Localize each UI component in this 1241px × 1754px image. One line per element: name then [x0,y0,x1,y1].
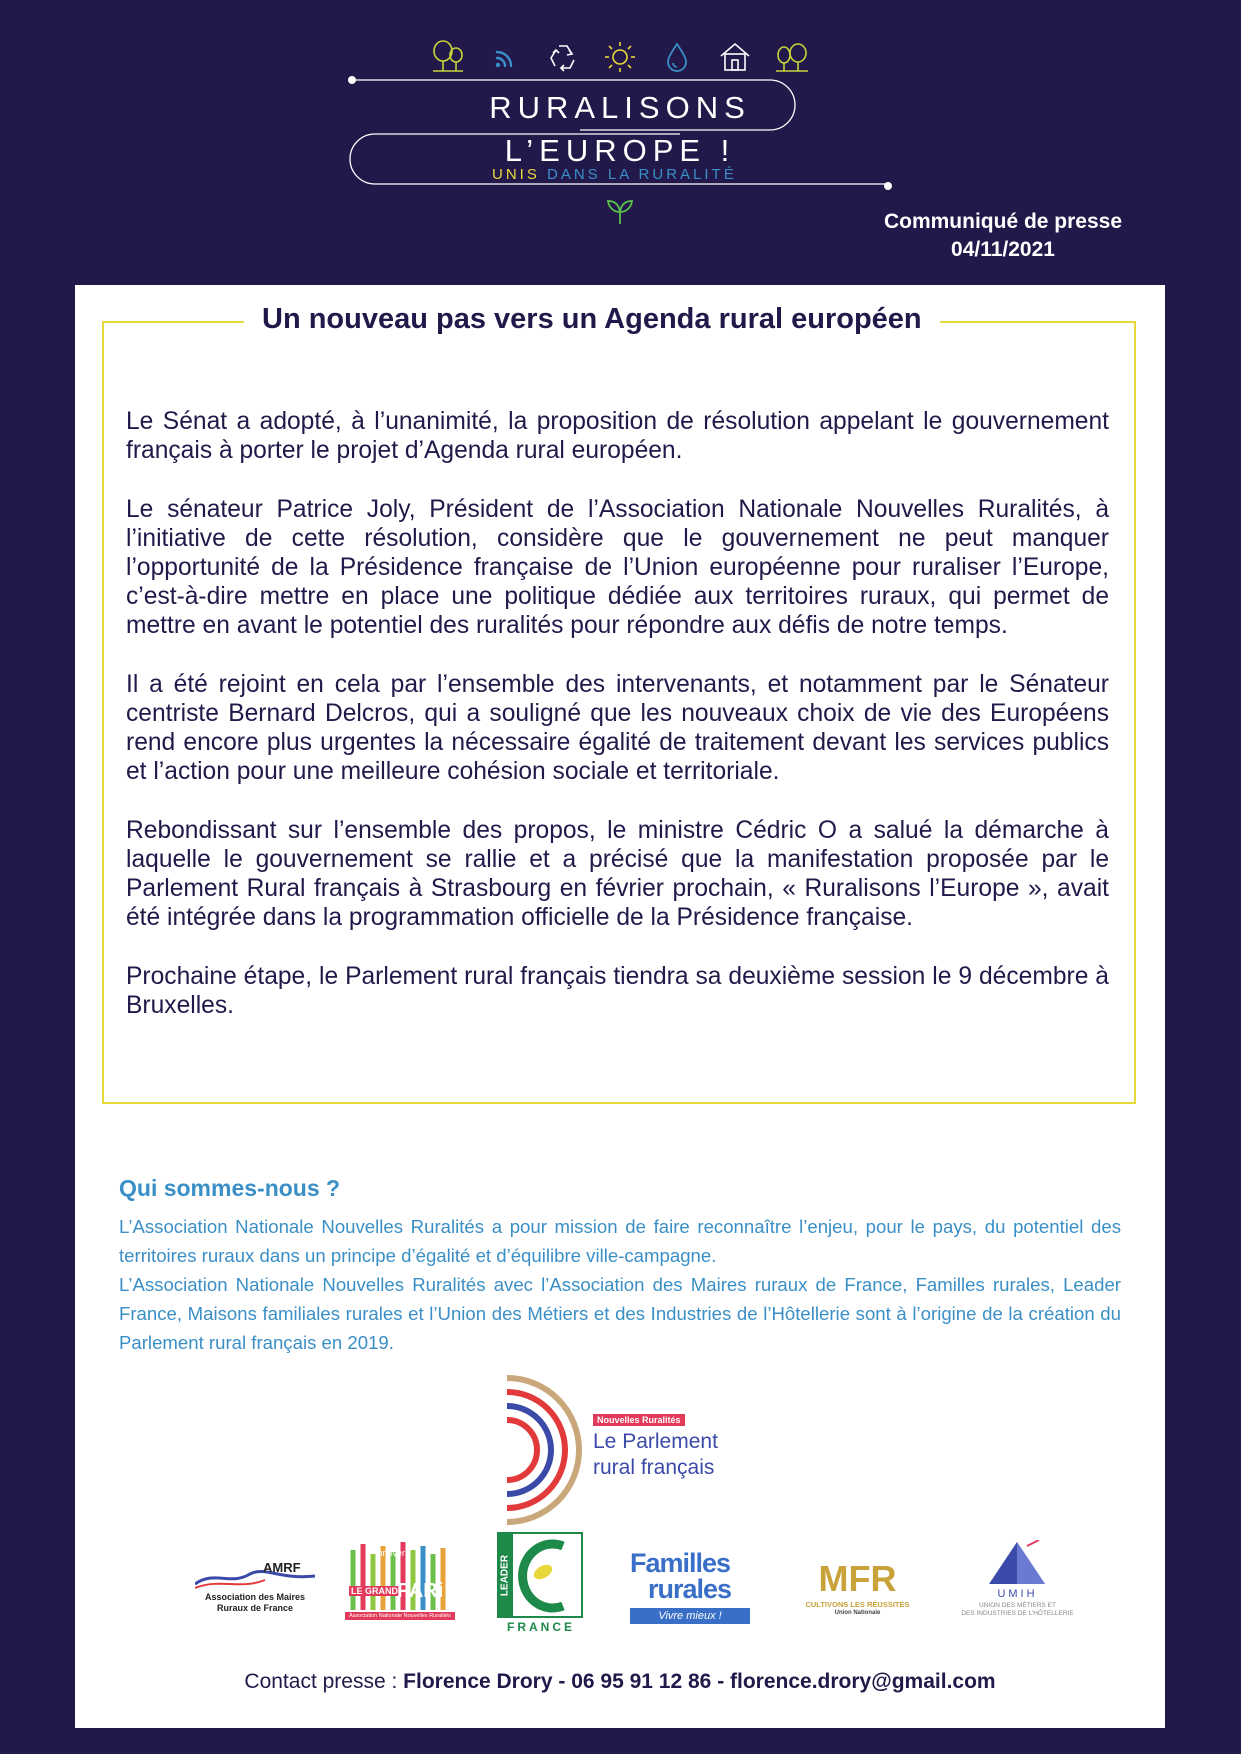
mfr-abbr: MFR [818,1558,897,1599]
mfr-logo [795,1558,920,1618]
umih-logo [955,1540,1080,1630]
grand-pari-word2: PARi [397,1580,444,1602]
logo-subtitle [492,166,737,183]
signal-icon [487,38,523,74]
contact-email[interactable]: florence.drory@gmail.com [730,1670,996,1693]
contact-separator: - [711,1670,731,1693]
trees-icon [430,38,466,74]
article-title: Un nouveau pas vers un Agenda rural européen [244,303,940,336]
logo-sub-ruralite: DANS LA RURALITÉ [547,166,737,183]
mfr-line2: Union Nationale [834,1610,881,1616]
article-body [126,407,1109,1049]
house-icon [717,38,753,74]
grand-pari-top: Innover [375,1548,406,1558]
familles-line1: Familles [630,1548,731,1578]
parlement-rural-logo [495,1370,755,1530]
amrf-line2: Ruraux de France [216,1603,294,1613]
grand-pari-word1: LE GRAND [351,1586,398,1596]
contact-separator: - [552,1670,572,1693]
leader-france-logo [495,1530,587,1635]
article-paragraph: Le Sénat a adopté, à l’unanimité, la proposition de résolution appelant le gouvernement français à porter le projet d’Agenda rural européen. [126,408,1109,465]
amrf-abbr: AMRF [263,1560,301,1575]
parlement-arcs-icon [495,1370,605,1530]
water-drop-icon [659,38,695,74]
recycle-icon [545,38,581,74]
umih-abbr: UMIH [997,1588,1038,1600]
theme-icons [430,38,810,74]
parlement-badge: Nouvelles Ruralités [593,1414,685,1426]
umih-line2: DES INDUSTRIES DE L’HÔTELLERIE [961,1610,1074,1617]
leader-vertical-text: LEADER [499,1554,511,1597]
grand-pari-logo [345,1540,455,1625]
mfr-line1: CULTIVONS LES RÉUSSITES [805,1600,910,1609]
content-card [75,285,1165,1728]
contact-label: Contact presse : [244,1670,398,1693]
article-paragraph: Il a été rejoint en cela par l’ensemble des intervenants, et notamment par le Sénateur centriste Bernard Delcros, qui a souligné que les nouveaux choix de vie des Européens rend encore plus urgentes la nécessaire égalité de traitement devant les services publics et l’action pour une meilleure cohésion sociale et territoriale. [126,670,1109,786]
sun-icon [602,38,638,74]
sprout-icon [602,196,638,226]
logo-line2: L’EUROPE ! [504,133,736,168]
leader-bottom-text: FRANCE [507,1620,575,1634]
press-label: Communiqué de presse [883,210,1123,233]
parlement-line1: Le Parlement [593,1430,718,1453]
amrf-logo [195,1560,315,1620]
logo-sub-unis: UNIS [492,166,540,183]
trees-icon [774,38,810,74]
logo-line1: RURALISONS [489,90,751,125]
leader-c-icon [513,1536,583,1616]
grand-pari-sub: Association Nationale Nouvelles Ruralités [345,1612,455,1620]
article-paragraph: Prochaine étape, le Parlement rural français tiendra sa deuxième session le 9 décembre à Bruxelles. [126,962,1109,1019]
article-paragraph: Le sénateur Patrice Joly, Président de l’Association Nationale Nouvelles Ruralités, à l’initiative de cette résolution, considère que le gouvernement ne peut manquer l’opportunité de la Présidence française de l’Union européenne pour ruraliser l’Europe, c’est-à-dire mettre en place une politique dédiée aux territoires ruraux, qui permet de mettre en avant le potentiel des ruralités pour répondre aux défis de notre temps. [126,495,1109,640]
amrf-line1: Association des Maires [204,1592,306,1602]
about-paragraph: L’Association Nationale Nouvelles Ruralités a pour mission de faire reconnaître l’enjeu, pour le pays, du potentiel des territoires ruraux dans un principe d’égalité et d’équilibre ville-campagne. [119,1216,1121,1266]
partner-logos [195,1530,1075,1640]
umih-pyramid-icon [987,1540,1047,1586]
about-paragraph: L’Association Nationale Nouvelles Ruralités avec l’Association des Maires ruraux de France, Familles rurales, Leader France, Maisons familiales rurales et l’Union des Métiers et des Industries de l’Hôtellerie sont à l’origine de la création du Parlement rural français en 2019. [119,1274,1121,1353]
about-text [119,1212,1121,1357]
contact-name: Florence Drory [403,1670,553,1693]
familles-rurales-logo [630,1548,755,1628]
contact-phone[interactable]: 06 95 91 12 86 [571,1670,712,1693]
press-contact [75,1670,1165,1694]
press-date: 04/11/2021 [951,238,1055,261]
familles-line2: rurales [648,1574,732,1604]
parlement-line2: rural français [593,1456,715,1479]
umih-line1: UNION DES MÉTIERS ET [979,1602,1056,1609]
familles-tag: Vivre mieux ! [630,1608,750,1624]
header [0,0,1241,285]
press-release-info [853,208,1153,264]
article-paragraph: Rebondissant sur l’ensemble des propos, le ministre Cédric O a salué la démarche à laquelle le gouvernement se rallie et a précisé que la manifestation proposée par le Parlement Rural français à Strasbourg en février prochain, « Ruralisons l’Europe », avait été intégrée dans la programmation officielle de la Présidence française. [126,816,1109,932]
about-title: Qui sommes-nous ? [119,1175,341,1201]
